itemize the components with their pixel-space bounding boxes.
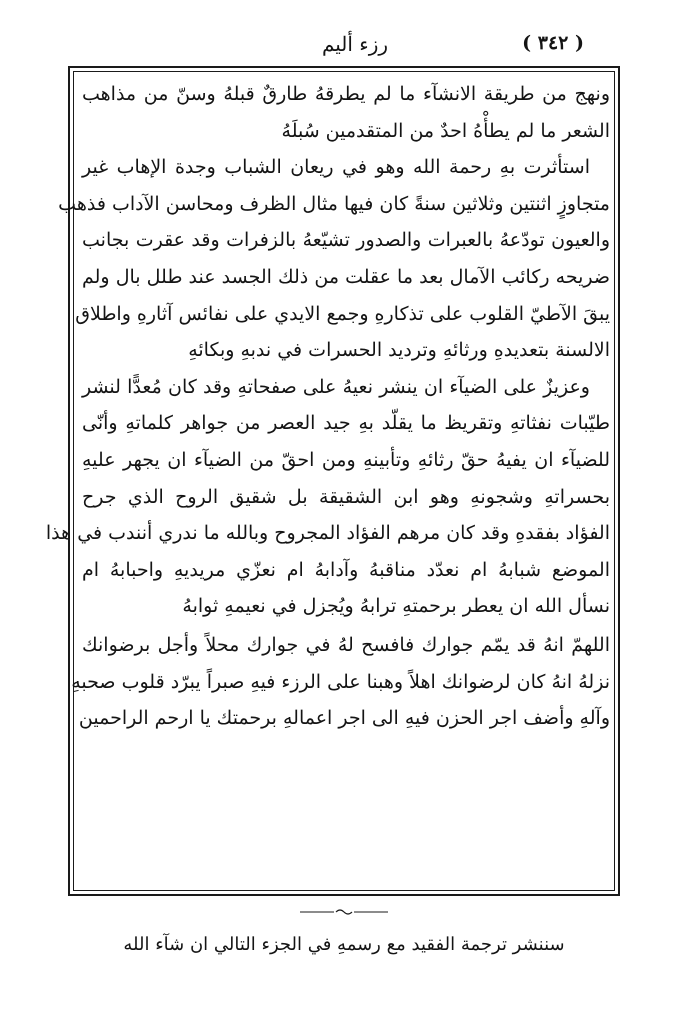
article-body <box>45 76 610 737</box>
footer-note: سننشر ترجمة الفقيد مع رسمهِ في الجزء التالي ان شآء الله <box>123 934 565 955</box>
text-frame <box>45 66 620 896</box>
page-footer <box>68 896 620 996</box>
page-header <box>60 22 620 58</box>
text-line: استأثرت بهِ رحمة الله وهو في ريعان الشباب وجدة الإهاب غير <box>82 156 590 179</box>
text-line: الالسنة بتعديدهِ ورثائهِ وترديد الحسرات في ندبهِ وبكائهِ <box>188 339 610 362</box>
running-title: رزء أليم <box>321 32 389 56</box>
text-line: اللهمّ انهُ قد يمّم جوارك فافسح لهُ في جوارك محلاً وأجل برضوانك <box>82 633 610 656</box>
text-line: وآلهِ وأضف اجر الحزن فيهِ الى اجر اعمالهِ برحمتك يا ارحم الراحمين <box>78 707 610 730</box>
text-line: بحسراتهِ وشجونهِ وهو ابن الشقيقة بل شقيق الروح الذي جرح <box>82 485 610 508</box>
text-line: يبقَ الآطيّ القلوب على تذكارهِ وجمع الايدي على نفائس آثارهِ واطلاق <box>75 302 610 325</box>
page-number: ( ٣٤٢ ) <box>522 32 584 54</box>
text-line: نزلهُ انهُ كان لرضوانك اهلاً وهبنا على الرزء فيهِ صبراً يبرّد قلوب صحبهِ <box>71 670 610 693</box>
text-line: ونهج من طريقة الانشآء ما لم يطرقهُ طارقٌ قبلهُ وسنّ من مذاهب <box>82 83 610 105</box>
text-line: طيّبات نفثاتهِ وتقريظ ما يقلّد بهِ جيد العصر من جواهر كلماتهِ وأنّى <box>82 412 610 435</box>
text-line: متجاوزٍ اثنتين وثلاثين سنةً كان فيها مثال الظرف ومحاسن الآداب فذهب <box>58 192 610 215</box>
ornament-divider <box>300 908 388 916</box>
text-line: نسأل الله ان يعطر برحمتهِ ترابهُ ويُجزل في نعيمهِ ثوابهُ <box>182 595 610 618</box>
text-line: للضيآء ان يفيهُ حقّ رثائهِ وتأبينهِ ومن احقّ من الضيآء ان يجهر عليهِ <box>82 448 610 471</box>
text-line: الموضع شبابهُ ام نعدّد مناقبهُ وآدابهُ ام نعزّي مريديهِ واحبابهُ ام <box>82 558 610 581</box>
text-line: الشعر ما لم يطأْهُ احدٌ من المتقدمين سُبلَهُ <box>281 119 610 142</box>
text-line: الفؤاد بفقدهِ وقد كان مرهم الفؤاد المجروح وبالله ما ندري أنندب في هذا <box>45 522 610 545</box>
text-line: ضريحه ركائب الآمال بعد ما عقلت من ذلك الجسد عند طلل بال ولم <box>82 265 610 288</box>
text-line: وعزيزٌ على الضيآء ان ينشر نعيهُ على صفحاتهِ وقد كان مُعدًّا لنشر <box>82 375 590 398</box>
text-line: والعيون تودّعهُ بالعبرات والصدور تشيّعهُ بالزفرات وقد عقرت بجانب <box>82 229 610 252</box>
